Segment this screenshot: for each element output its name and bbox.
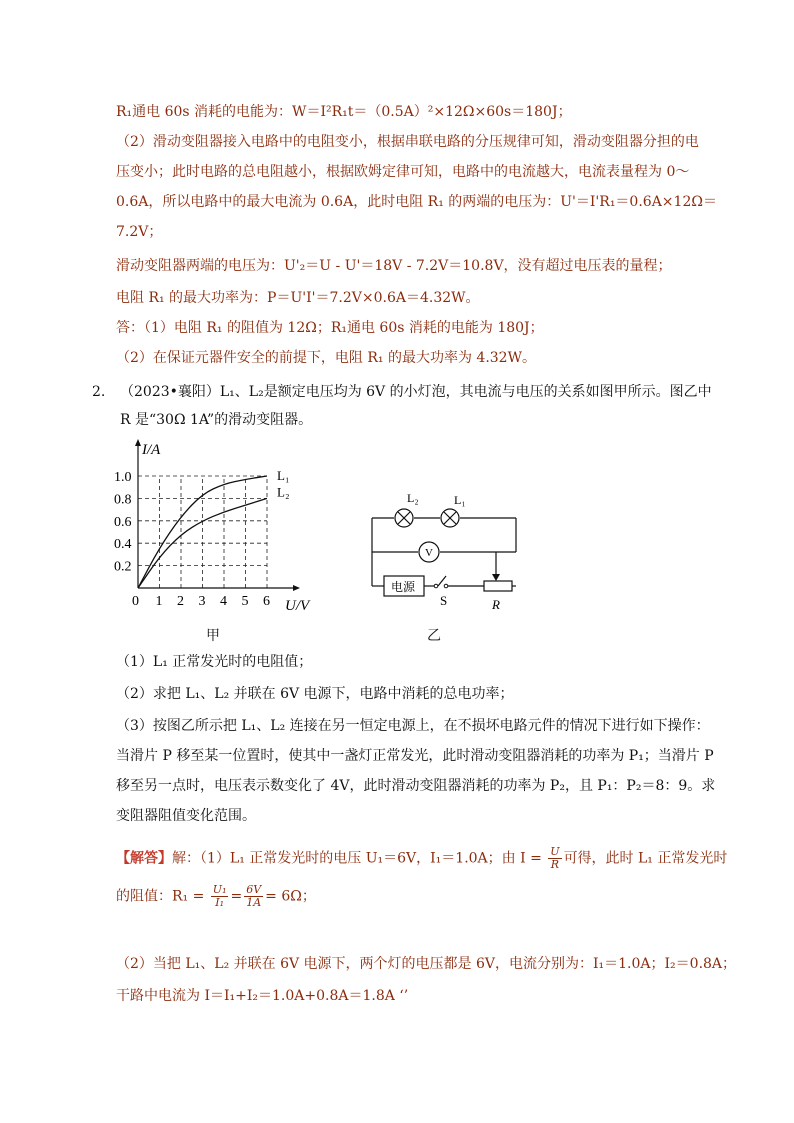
x-tick-label: 4: [220, 594, 227, 609]
solution-line-2: （2）滑动变阻器接入电路中的电阻变小，根据串联电路的分压规律可知，滑动变阻器分担的电: [116, 134, 699, 150]
y-tick-label: 1.0: [114, 470, 132, 485]
x-axis-arrow: [293, 585, 300, 591]
x-tick-label: 6: [263, 594, 270, 609]
subquestion-3-line-1: （3）按图乙所示把 L₁、L₂ 连接在另一恒定电源上，在不损坏电路元件的情况下进行如下操作：: [116, 718, 710, 734]
label-l2: L₂: [407, 491, 419, 505]
x-tick-label: 2: [177, 594, 184, 609]
question-line-2: R 是“30Ω 1A”的滑动变阻器。: [120, 412, 313, 428]
subquestion-1: （1）L₁ 正常发光时的电阻值；: [116, 654, 313, 670]
x-tick-label: 3: [198, 594, 206, 609]
fraction-u-over-r: $\frac{U}{R}$: [550, 845, 560, 871]
subquestion-3-line-4: 变阻器阻值变化范围。: [116, 808, 256, 824]
label-switch: S: [440, 593, 448, 608]
y-tick-label: 0.6: [114, 514, 132, 530]
circuit-diagram: [362, 488, 532, 618]
solution-2-line-1: （2）当把 L₁、L₂ 并联在 6V 电源下，两个灯的电压都是 6V，电流分别为：I₁＝1.0A；I₂＝0.8A；: [116, 956, 737, 972]
iu-graph: [108, 438, 348, 648]
series-label-l2: L₂: [277, 484, 290, 500]
answer-tag: 【解答】: [116, 850, 172, 867]
y-axis-arrow: [135, 439, 141, 446]
x-axis-label: U/V: [285, 598, 310, 614]
solution-line-7: 电阻 R₁ 的最大功率为：P＝U'I'＝7.2V×0.6A＝4.32W。: [116, 290, 480, 306]
y-tick-label: 0.2: [114, 559, 132, 575]
resistance-text-a: 的阻值：R₁ =: [116, 888, 205, 905]
solution-2-line-2: 干路中电流为 I＝I₁+I₂＝1.0A+0.8A＝1.8A ‘’: [116, 988, 409, 1004]
rheostat-symbol: [484, 581, 512, 591]
y-tick-label: 0.8: [114, 492, 132, 508]
solution-line-6: 滑动变阻器两端的电压为：U'₂＝U - U'＝18V - 7.2V＝10.8V，没有超过电压表的量程；: [116, 258, 672, 274]
subquestion-3-line-2: 当滑片 P 移至某一位置时，使其中一盏灯正常发光，此时滑动变阻器消耗的功率为 P₁；当滑片 P: [116, 748, 714, 764]
solution-1-text-b: 可得，此时 L₁ 正常发光时: [563, 850, 728, 867]
series-label-l1: L₁: [277, 468, 290, 483]
solution-line-4: 0.6A，所以电路中的最大电流为 0.6A，此时电阻 R₁ 的两端的电压为：U'＝I'R₁＝0.6A×12Ω＝: [116, 194, 717, 210]
solution-1-text-a: 解：（1）L₁ 正常发光时的电压 U₁＝6V，I₁＝1.0A；由 I =: [172, 850, 542, 867]
question-line-1: （2023•襄阳）L₁、L₂是额定电压均为 6V 的小灯泡，其电流与电压的关系如图甲所示。图乙中: [120, 384, 712, 400]
lamp-l1-symbol: [441, 509, 459, 527]
y-tick-label: 0.4: [114, 537, 132, 553]
slider-arrow: [492, 574, 500, 581]
answer-line-1: 答：（1）电阻 R₁ 的阻值为 12Ω；R₁通电 60s 消耗的电能为 180J；: [116, 320, 544, 336]
lamp-l2-symbol: [395, 509, 413, 527]
solution-line-1: R₁通电 60s 消耗的电能为：W＝I²R₁t＝（0.5A）²×12Ω×60s＝180J；: [116, 104, 572, 120]
fraction-6v-over-1a: $\frac{6V}{1A}$: [246, 883, 262, 909]
solution-line-5: 7.2V；: [116, 224, 163, 240]
x-tick-label: 1: [155, 594, 163, 609]
x-tick-label: 5: [241, 594, 249, 609]
subquestion-2: （2）求把 L₁、L₂ 并联在 6V 电源下，电路中消耗的总电功率；: [116, 686, 514, 702]
label-voltmeter: V: [425, 547, 433, 559]
y-axis-label: I/A: [142, 442, 161, 458]
fraction-u1-over-i1: $\frac{\text{U₁}}{\text{I₁}}$: [212, 883, 227, 909]
subquestion-3-line-3: 移至另一点时，电压表示数变化了 4V，此时滑动变阻器消耗的功率为 P₂，且 P₁：P₂＝8：9。求: [116, 778, 716, 794]
resistance-text-b: = 6Ω；: [265, 888, 316, 905]
solution-1-resistance-line: 的阻值：R₁ = $\frac{\text{U₁}}{\text{I₁}}$ = $\frac{6V}{1A}$ = 6Ω；: [116, 883, 316, 909]
solution-1-line: [116, 846, 727, 871]
label-source: 电源: [391, 580, 416, 594]
caption-yi: 乙: [427, 628, 441, 644]
x-tick-label: 0: [132, 594, 139, 609]
caption-jia: 甲: [206, 628, 220, 644]
answer-line-2: （2）在保证元器件安全的前提下，电阻 R₁ 的最大功率为 4.32W。: [116, 350, 536, 366]
switch-contact: [434, 584, 438, 588]
solution-line-3: 压变小；此时电路的总电阻越小，根据欧姆定律可知，电路中的电流越大，电流表量程为 0～: [116, 164, 690, 180]
label-l1: L₁: [454, 493, 466, 507]
question-number: 2.: [92, 384, 106, 400]
label-rheostat: R: [492, 597, 500, 612]
